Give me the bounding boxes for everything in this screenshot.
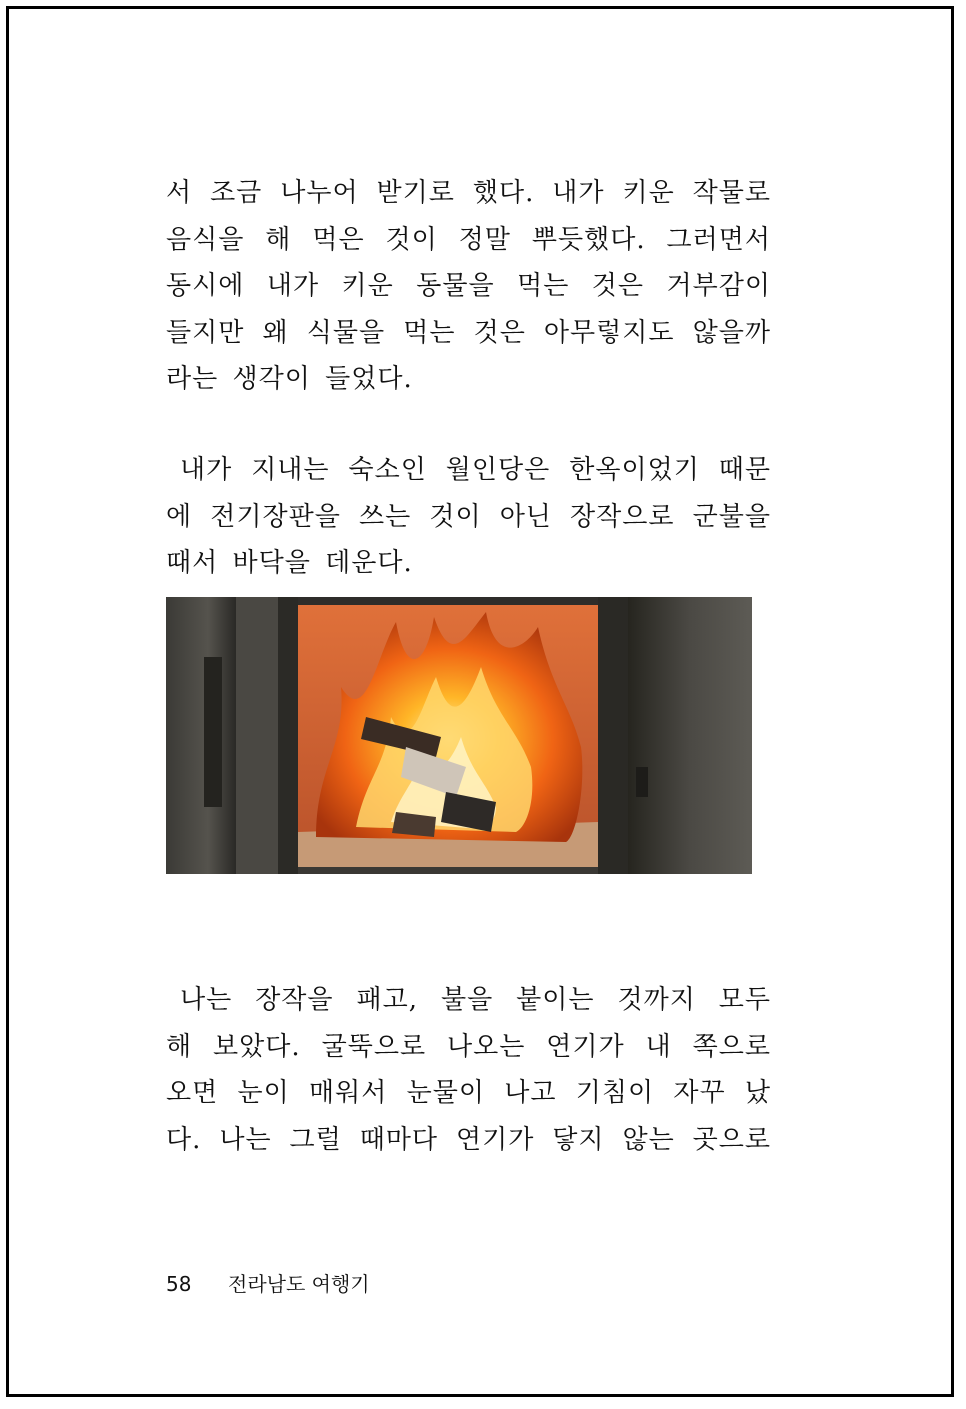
text-line: 동시에 내가 키운 동물을 먹는 것은 거부감이 — [166, 271, 771, 301]
paragraph-3 — [166, 977, 771, 1163]
text-line: 서 조금 나누어 받기로 했다. 내가 키운 작물로 — [166, 178, 771, 208]
text-line: 음식을 해 먹은 것이 정말 뿌듯했다. 그러면서 — [166, 224, 771, 255]
text-line: 나는 장작을 패고, 불을 붙이는 것까지 모두 — [180, 985, 771, 1015]
text-line: 에 전기장판을 쓰는 것이 아닌 장작으로 군불을 — [166, 501, 771, 532]
paragraph-1 — [166, 170, 771, 403]
fireplace-photo — [166, 597, 752, 874]
text-line: 오면 눈이 매워서 눈물이 나고 기침이 자꾸 났 — [166, 1078, 771, 1108]
text-line: 때서 바닥을 데운다. — [166, 548, 413, 578]
paragraph-2 — [166, 447, 771, 587]
text-line: 내가 지내는 숙소인 월인당은 한옥이었기 때문 — [180, 455, 771, 485]
page-number: 58 — [166, 1272, 192, 1296]
page-footer — [166, 1268, 370, 1297]
text-line: 라는 생각이 들었다. — [166, 364, 413, 394]
text-line: 해 보았다. 굴뚝으로 나오는 연기가 내 쪽으로 — [166, 1031, 771, 1062]
text-line: 다. 나는 그럴 때마다 연기가 닿지 않는 곳으로 — [166, 1124, 771, 1155]
text-line: 들지만 왜 식물을 먹는 것은 아무렇지도 않을까 — [166, 317, 771, 348]
book-title: 전라남도 여행기 — [228, 1272, 370, 1296]
